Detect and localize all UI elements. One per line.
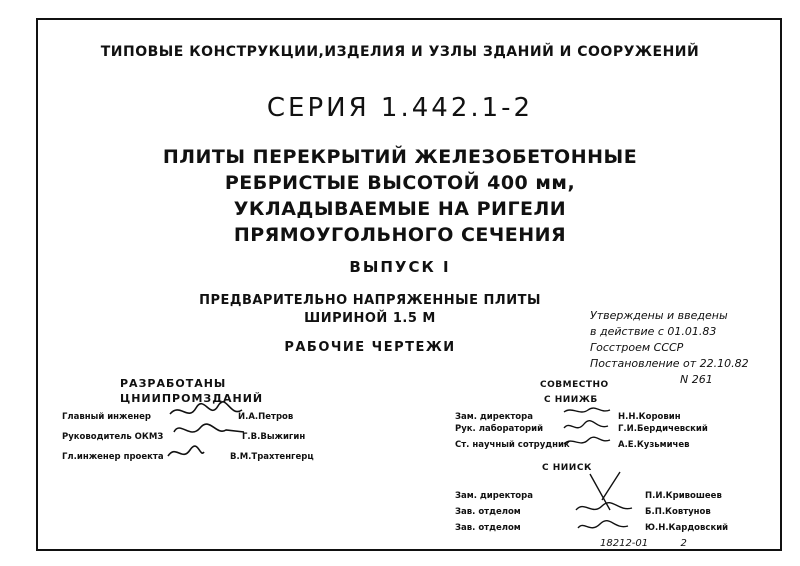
- niisk-label: С НИИСК: [542, 463, 592, 473]
- approval-line: Госстроем СССР: [590, 341, 684, 354]
- niizhb-name: А.Е.Кузьмичев: [618, 440, 690, 450]
- title-line: УКЛАДЫВАЕМЫЕ НА РИГЕЛИ: [233, 198, 567, 220]
- niisk-role: Зав. отделом: [455, 507, 521, 517]
- niisk-role: Зав. отделом: [455, 523, 521, 533]
- approval-line: в действие с 01.01.83: [590, 325, 717, 338]
- developed-org: ЦНИИПРОМЗДАНИЙ: [120, 392, 264, 405]
- approval-line: Постановление от 22.10.82: [590, 357, 749, 370]
- niisk-role: Зам. директора: [455, 491, 533, 501]
- dev-role: Гл.инженер проекта: [62, 452, 164, 462]
- signatures-left: [160, 400, 250, 470]
- dev-role: Руководитель ОКМЗ: [62, 432, 164, 442]
- signatures-niizhb: [560, 402, 620, 452]
- niisk-name: П.И.Кривошеев: [645, 491, 722, 501]
- doc-number-value: 18212-01: [600, 538, 649, 549]
- niizhb-name: Г.И.Бердичевский: [618, 424, 708, 434]
- page-number: 2: [680, 538, 687, 549]
- approval-line: Утверждены и введены: [590, 309, 728, 322]
- developed-label: РАЗРАБОТАНЫ: [120, 377, 227, 390]
- title-line: РЕБРИСТЫЕ ВЫСОТОЙ 400 мм,: [224, 172, 576, 194]
- title-line: ПРЯМОУГОЛЬНОГО СЕЧЕНИЯ: [233, 224, 567, 246]
- approval-note: [590, 308, 749, 388]
- subtitle-line: ПРЕДВАРИТЕЛЬНО НАПРЯЖЕННЫЕ ПЛИТЫ: [199, 293, 541, 308]
- dev-role: Главный инженер: [62, 412, 152, 422]
- niizhb-role: Рук. лабораторий: [455, 424, 544, 434]
- dev-name: В.М.Трахтенгерц: [230, 452, 314, 462]
- doc-number: [600, 538, 687, 549]
- drawings-label: РАБОЧИЕ ЧЕРТЕЖИ: [284, 340, 456, 355]
- main-title: [0, 144, 800, 248]
- niizhb-role: Зам. директора: [455, 412, 533, 422]
- niisk-name: Ю.Н.Кардовский: [645, 523, 729, 533]
- dev-name: Г.В.Выжигин: [242, 432, 306, 442]
- jointly-line: СОВМЕСТНО: [540, 380, 609, 390]
- header-line: ТИПОВЫЕ КОНСТРУКЦИИ,ИЗДЕЛИЯ И УЗЛЫ ЗДАНИЙ И СООРУЖЕНИЙ: [100, 44, 700, 60]
- approval-line: N 261: [680, 373, 713, 386]
- niisk-name: Б.П.Ковтунов: [645, 507, 711, 517]
- niizhb-name: Н.Н.Коровин: [618, 412, 681, 422]
- title-line: ПЛИТЫ ПЕРЕКРЫТИЙ ЖЕЛЕЗОБЕТОННЫЕ: [162, 146, 638, 168]
- dev-name: И.А.Петров: [238, 412, 294, 422]
- subtitle-line: ШИРИНОЙ 1.5 М: [304, 311, 436, 326]
- signatures-niisk: [570, 470, 640, 536]
- series-title: СЕРИЯ 1.442.1-2: [266, 93, 534, 123]
- jointly-line: С НИИЖБ: [544, 395, 598, 405]
- niizhb-role: Ст. научный сотрудник: [455, 440, 570, 450]
- issue-label: ВЫПУСК I: [349, 258, 451, 276]
